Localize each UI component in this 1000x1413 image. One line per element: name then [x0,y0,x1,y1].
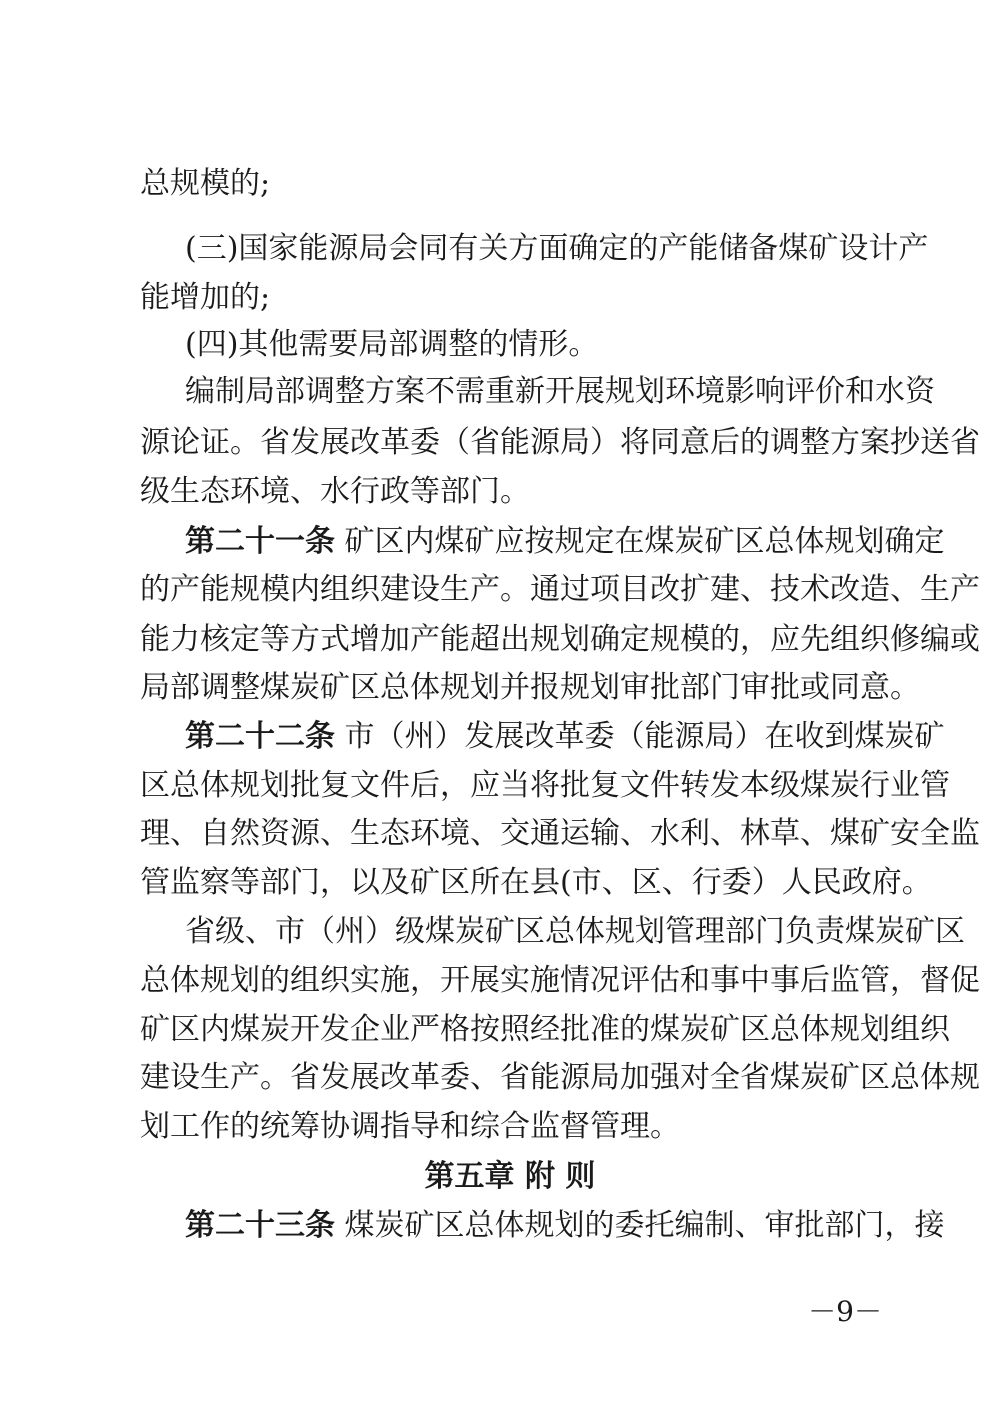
text-line: 划工作的统筹协调指导和综合监督管理。 [140,1109,680,1144]
text-line: 理、自然资源、生态环境、交通运输、水利、林草、煤矿安全监 [140,816,980,851]
text-line: 区总体规划批复文件后，应当将批复文件转发本级煤炭行业管 [140,768,950,803]
article-number: 第二十一条 [185,524,335,559]
text-line: 省级、市（州）级煤炭矿区总体规划管理部门负责煤炭矿区 [185,914,965,949]
text-line: 总规模的; [140,166,271,201]
text-line: 建设生产。省发展改革委、省能源局加强对全省煤炭矿区总体规 [140,1060,980,1095]
article-number: 第二十二条 [185,719,335,754]
text-line: 局部调整煤炭矿区总体规划并报规划审批部门审批或同意。 [140,670,920,705]
chapter-heading: 第五章 附 则 [424,1159,596,1194]
article-text: 矿区内煤矿应按规定在煤炭矿区总体规划确定 [344,524,945,559]
text-line: (三)国家能源局会同有关方面确定的产能储备煤矿设计产 [185,231,929,266]
article-number: 第二十三条 [185,1208,335,1243]
text-line: 级生态环境、水行政等部门。 [140,474,530,509]
article-22-line [185,717,945,757]
text-line: 总体规划的组织实施，开展实施情况评估和事中事后监管，督促 [140,963,980,998]
text-line: (四)其他需要局部调整的情形。 [185,327,599,362]
text-line: 矿区内煤炭开发企业严格按照经批准的煤炭矿区总体规划组织 [140,1012,950,1047]
text-line: 能力核定等方式增加产能超出规划确定规模的，应先组织修编或 [140,622,980,657]
article-text: 市（州）发展改革委（能源局）在收到煤炭矿 [344,719,945,754]
article-text: 煤炭矿区总体规划的委托编制、审批部门，接 [344,1208,945,1243]
article-21-line [185,522,945,562]
article-23-line [185,1206,945,1246]
page-number: －9－ [808,1295,882,1328]
text-line: 能增加的; [140,280,271,315]
text-line: 管监察等部门，以及矿区所在县(市、区、行委）人民政府。 [140,865,932,900]
text-line: 的产能规模内组织建设生产。通过项目改扩建、技术改造、生产 [140,572,980,607]
text-line: 编制局部调整方案不需重新开展规划环境影响评价和水资 [185,374,935,409]
text-line: 源论证。省发展改革委（省能源局）将同意后的调整方案抄送省 [140,425,980,460]
